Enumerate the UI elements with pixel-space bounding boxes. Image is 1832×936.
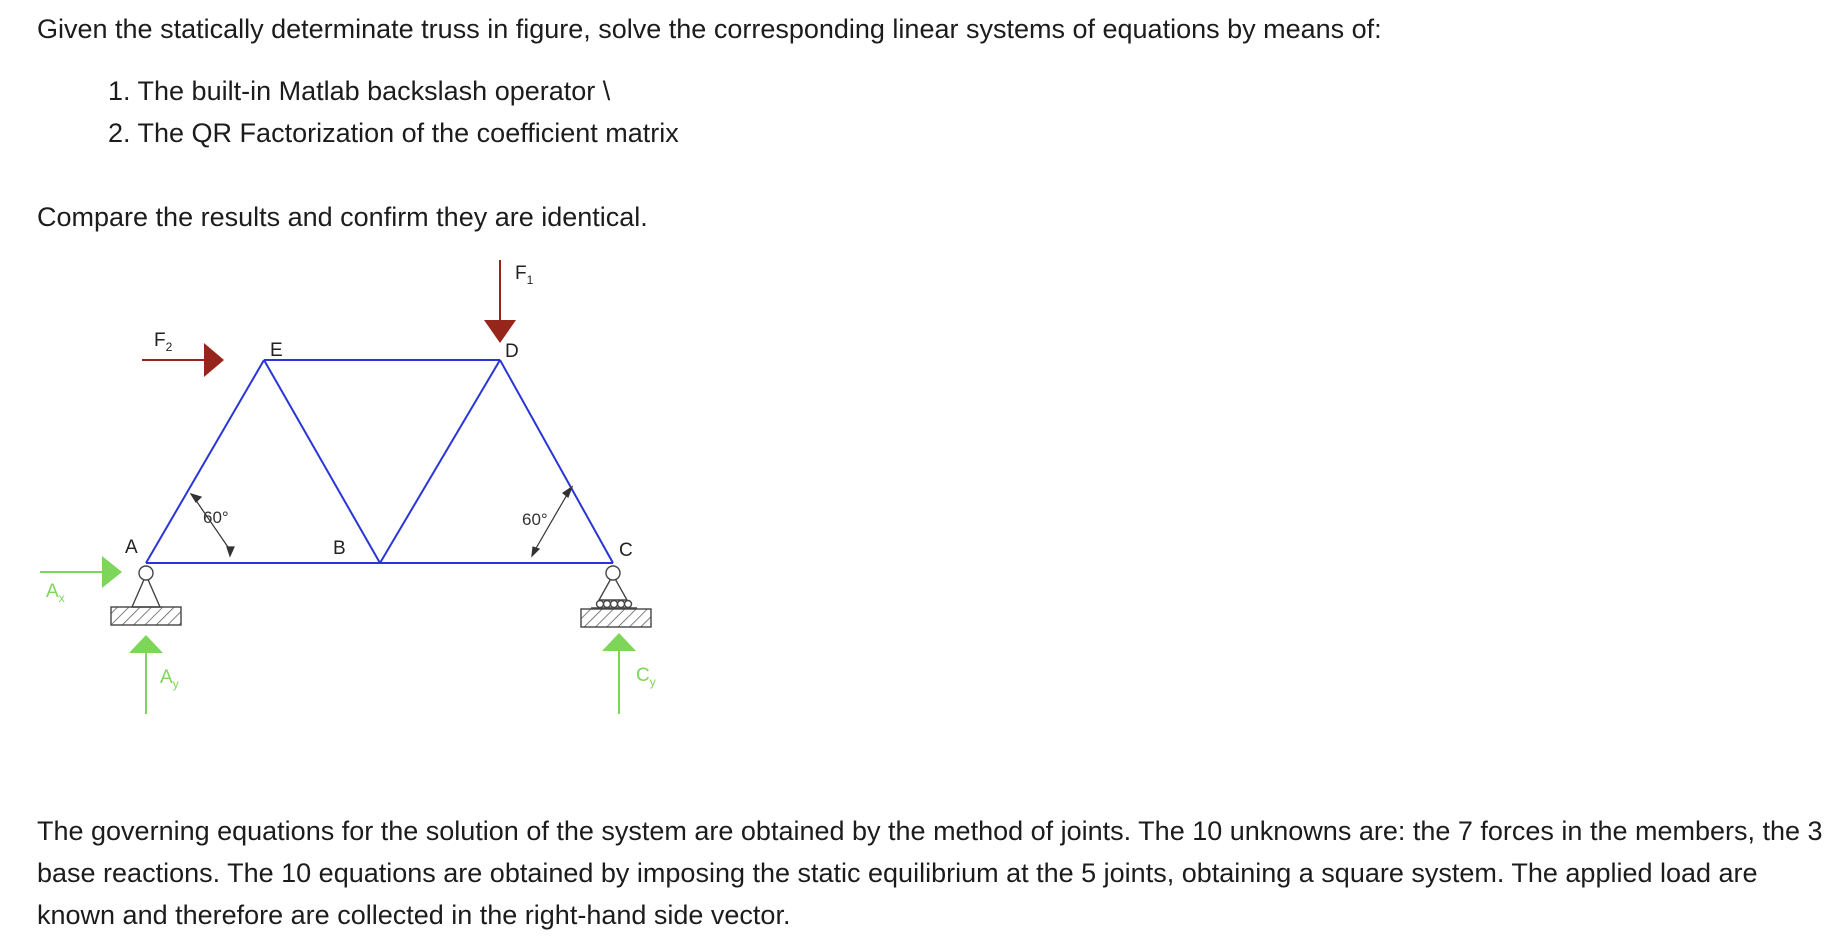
node-label-B: B [333,538,346,559]
pin-support-A [111,566,181,625]
node-label-A: A [125,537,138,558]
truss-members [146,360,613,563]
node-label-E: E [270,340,283,361]
load-label-F2: $F_2$ [154,330,173,354]
reaction-arrow-Ay [129,635,163,714]
method-item-qr: 2. The QR Factorization of the coefficient matrix [108,118,679,148]
load-label-F1: $F_1$ [515,263,534,287]
member-DC [500,360,613,563]
compare-instruction: Compare the results and confirm they are identical. [37,202,648,232]
node-label-C: C [619,540,633,561]
member-BD [380,360,500,563]
method-item-backslash: 1. The built-in Matlab backslash operator \ [108,76,611,106]
truss-figure [0,240,720,730]
angle-markers [191,487,572,556]
member-AE [146,360,264,563]
governing-equations-text: The governing equations for the solution of the system are obtained by the method of joints. The 10 unknowns are: the 7 forces in the members, the 3 base reactions. The 10 equations are obtained by imposing the static equilibrium at the 5 joints, obtaining a square system. The applied load are known and therefore are collected in the right-hand side vector. [37,816,1823,930]
problem-intro: Given the statically determinate truss in figure, solve the corresponding linear systems of equations by means of: [37,14,1382,44]
reaction-label-Ax: $A_x$ [46,581,65,605]
angle-label-C: 60° [522,510,548,529]
reaction-arrow-Cy [602,633,636,714]
methods-list [108,70,679,154]
roller-support-C [581,566,651,627]
member-EB [264,360,380,563]
angle-label-A: 60° [203,508,229,527]
load-arrow-F1 [484,260,516,343]
node-label-D: D [505,341,519,362]
reaction-label-Cy: $C_y$ [636,665,656,689]
reaction-label-Ay: $A_y$ [160,667,179,691]
